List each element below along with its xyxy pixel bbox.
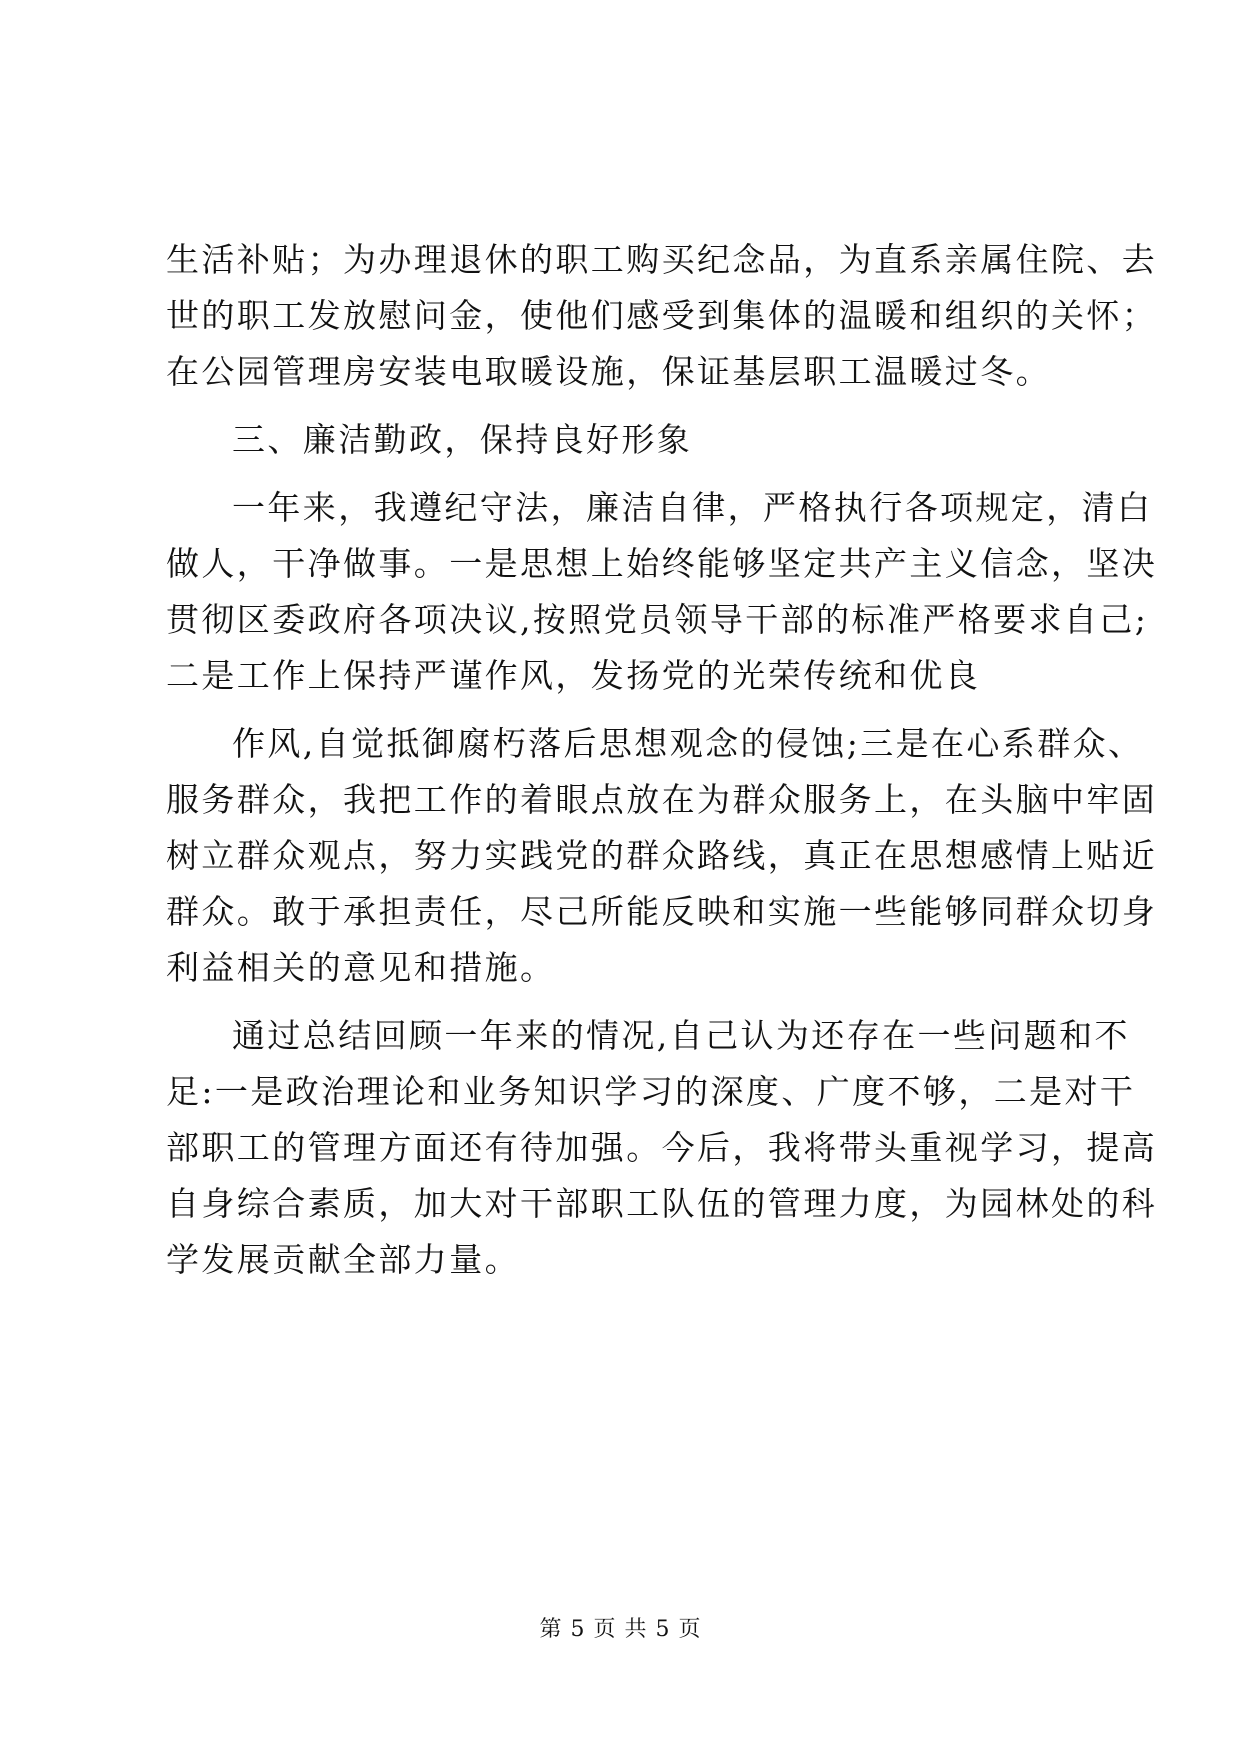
document-body bbox=[166, 232, 1158, 1288]
text-line: 足:一是政治理论和业务知识学习的深度、广度不够，二是对干 bbox=[166, 1072, 1136, 1111]
text-line: 自身综合素质，加大对干部职工队伍的管理力度，为园林处的科 bbox=[166, 1184, 1158, 1223]
text-line: 通过总结回顾一年来的情况,自己认为还存在一些问题和不 bbox=[232, 1016, 1130, 1055]
text-line: 利益相关的意见和措施。 bbox=[166, 948, 556, 987]
text-line: 群众。敢于承担责任，尽己所能反映和实施一些能够同群众切身 bbox=[166, 892, 1158, 931]
text-line: 树立群众观点，努力实践党的群众路线，真正在思想感情上贴近 bbox=[166, 836, 1158, 875]
text-line: 服务群众，我把工作的着眼点放在为群众服务上，在头脑中牢固 bbox=[166, 780, 1158, 819]
text-line: 部职工的管理方面还有待加强。今后，我将带头重视学习，提高 bbox=[166, 1128, 1158, 1167]
text-line: 作风,自觉抵御腐朽落后思想观念的侵蚀;三是在心系群众、 bbox=[232, 724, 1144, 763]
text-line: 在公园管理房安装电取暖设施，保证基层职工温暖过冬。 bbox=[166, 352, 1051, 391]
text-line: 贯彻区委政府各项决议,按照党员领导干部的标准严格要求自己; bbox=[166, 600, 1149, 639]
section-heading: 三、廉洁勤政，保持良好形象 bbox=[232, 420, 693, 459]
text-line: 二是工作上保持严谨作风，发扬党的光荣传统和优良 bbox=[166, 656, 981, 695]
text-line: 做人，干净做事。一是思想上始终能够坚定共产主义信念，坚决 bbox=[166, 544, 1158, 583]
text-line: 世的职工发放慰问金，使他们感受到集体的温暖和组织的关怀； bbox=[166, 296, 1158, 335]
text-line: 生活补贴；为办理退休的职工购买纪念品，为直系亲属住院、去 bbox=[166, 240, 1158, 279]
text-line: 学发展贡献全部力量。 bbox=[166, 1240, 520, 1279]
page-number-footer: 第 5 页 共 5 页 bbox=[539, 1617, 702, 1642]
text-line: 一年来，我遵纪守法，廉洁自律，严格执行各项规定，清白 bbox=[232, 488, 1153, 527]
